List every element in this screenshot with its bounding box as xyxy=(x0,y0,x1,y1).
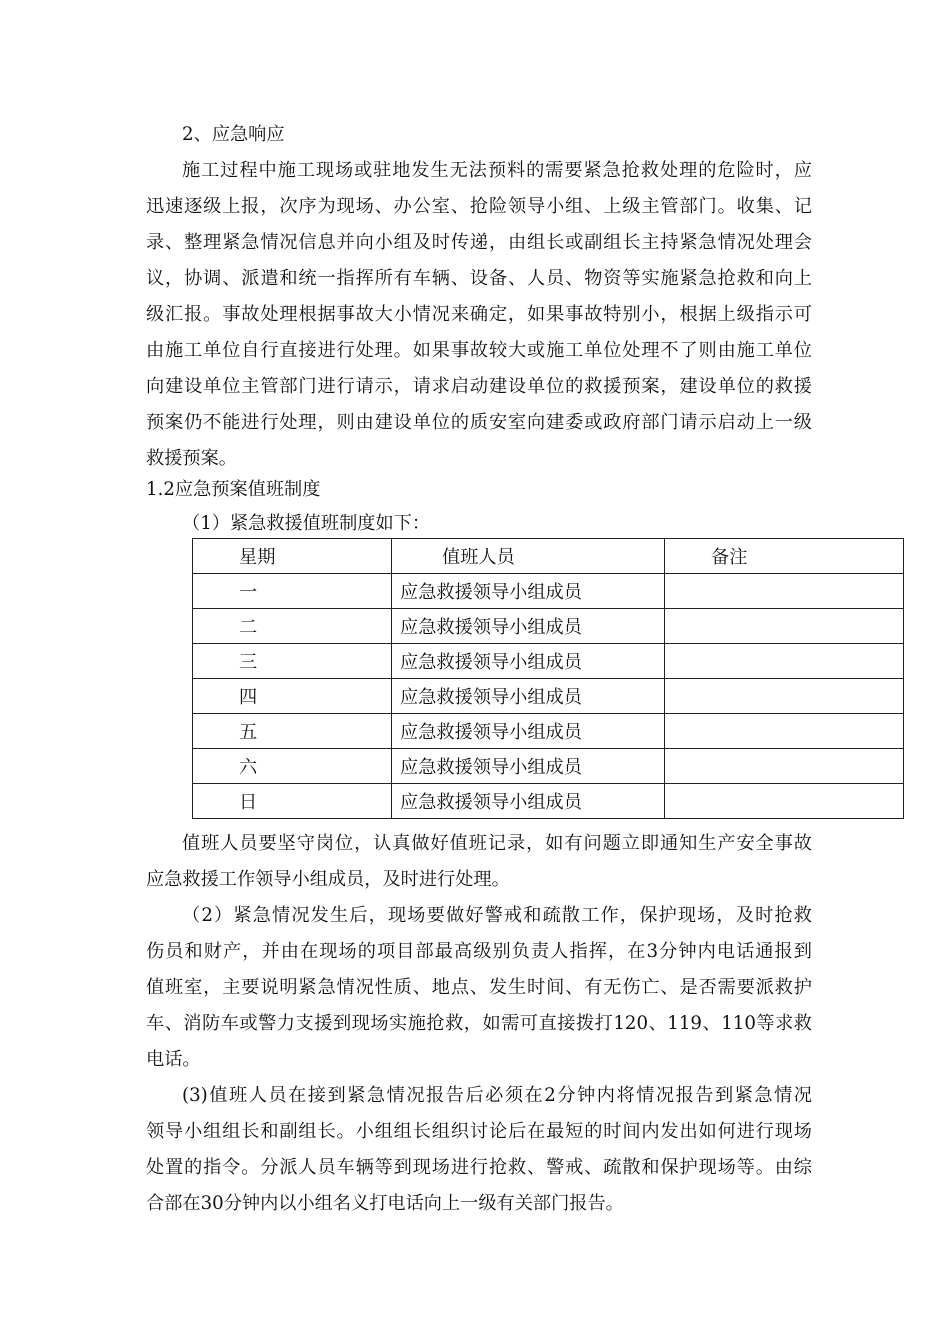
paragraph-line: 车、消防车或警力支援到现场实施抢救，如需可直接拨打120、119、110等求救 xyxy=(146,1013,812,1034)
paragraph-line: 录、整理紧急情况信息并向小组及时传递，由组长或副组长主持紧急情况处理会 xyxy=(146,232,812,253)
paragraph-line: 应急救援工作领导小组成员，及时进行处理。 xyxy=(146,869,510,890)
paragraph-line: 合部在30分钟内以小组名义打电话向上一级有关部门报告。 xyxy=(146,1193,624,1214)
cell-remarks xyxy=(665,609,904,644)
table-row xyxy=(193,574,904,609)
header-weekday: 星期 xyxy=(193,539,392,574)
duty-schedule-table xyxy=(192,538,904,819)
table-row xyxy=(193,609,904,644)
paragraph-line: 预案仍不能进行处理，则由建设单位的质安室向建委或政府部门请示启动上一级 xyxy=(146,412,812,433)
table-row xyxy=(193,679,904,714)
section-heading: 2、应急响应 xyxy=(182,124,285,145)
cell-remarks xyxy=(665,644,904,679)
header-duty-staff: 值班人员 xyxy=(392,539,665,574)
subsection-heading: 1.2应急预案值班制度 xyxy=(146,479,321,500)
paragraph-line: 迅速逐级上报，次序为现场、办公室、抢险领导小组、上级主管部门。收集、记 xyxy=(146,196,812,217)
cell-weekday: 日 xyxy=(193,784,392,819)
cell-weekday: 三 xyxy=(193,644,392,679)
cell-remarks xyxy=(665,784,904,819)
cell-weekday: 一 xyxy=(193,574,392,609)
paragraph-line: 伤员和财产，并由在现场的项目部最高级别负责人指挥，在3分钟内电话通报到 xyxy=(146,941,812,962)
cell-duty-staff: 应急救援领导小组成员 xyxy=(392,574,665,609)
cell-weekday: 二 xyxy=(193,609,392,644)
paragraph-line: 施工过程中施工现场或驻地发生无法预料的需要紧急抢救处理的危险时，应 xyxy=(182,160,812,181)
paragraph-line: 领导小组组长和副组长。小组组长组织讨论后在最短的时间内发出如何进行现场 xyxy=(146,1121,812,1142)
cell-remarks xyxy=(665,714,904,749)
paragraph-line: 值班人员要坚守岗位，认真做好值班记录，如有问题立即通知生产安全事故 xyxy=(182,833,812,854)
paragraph-line: (3)值班人员在接到紧急情况报告后必须在2分钟内将情况报告到紧急情况 xyxy=(182,1085,812,1106)
paragraph-line: 级汇报。事故处理根据事故大小情况来确定，如果事故特别小，根据上级指示可 xyxy=(146,304,812,325)
paragraph-line: 电话。 xyxy=(146,1049,201,1070)
cell-weekday: 四 xyxy=(193,679,392,714)
table-caption: （1）紧急救援值班制度如下： xyxy=(182,513,431,534)
table-row xyxy=(193,714,904,749)
cell-duty-staff: 应急救援领导小组成员 xyxy=(392,784,665,819)
paragraph-line: 救援预案。 xyxy=(146,448,237,469)
cell-remarks xyxy=(665,574,904,609)
cell-weekday: 六 xyxy=(193,749,392,784)
paragraph-line: 由施工单位自行直接进行处理。如果事故较大或施工单位处理不了则由施工单位 xyxy=(146,340,812,361)
cell-duty-staff: 应急救援领导小组成员 xyxy=(392,679,665,714)
paragraph-line: 议，协调、派遣和统一指挥所有车辆、设备、人员、物资等实施紧急抢救和向上 xyxy=(146,268,812,289)
paragraph-line: （2）紧急情况发生后，现场要做好警戒和疏散工作，保护现场，及时抢救 xyxy=(182,905,812,926)
cell-remarks xyxy=(665,679,904,714)
cell-duty-staff: 应急救援领导小组成员 xyxy=(392,609,665,644)
header-remarks: 备注 xyxy=(665,539,904,574)
paragraph-line: 值班室，主要说明紧急情况性质、地点、发生时间、有无伤亡、是否需要派救护 xyxy=(146,977,812,998)
table-row xyxy=(193,784,904,819)
table-row xyxy=(193,644,904,679)
paragraph-line: 向建设单位主管部门进行请示，请求启动建设单位的救援预案，建设单位的救援 xyxy=(146,376,812,397)
cell-duty-staff: 应急救援领导小组成员 xyxy=(392,714,665,749)
table-row xyxy=(193,749,904,784)
cell-remarks xyxy=(665,749,904,784)
cell-duty-staff: 应急救援领导小组成员 xyxy=(392,644,665,679)
paragraph-line: 处置的指令。分派人员车辆等到现场进行抢救、警戒、疏散和保护现场等。由综 xyxy=(146,1157,812,1178)
cell-weekday: 五 xyxy=(193,714,392,749)
table-header-row xyxy=(193,539,904,574)
cell-duty-staff: 应急救援领导小组成员 xyxy=(392,749,665,784)
